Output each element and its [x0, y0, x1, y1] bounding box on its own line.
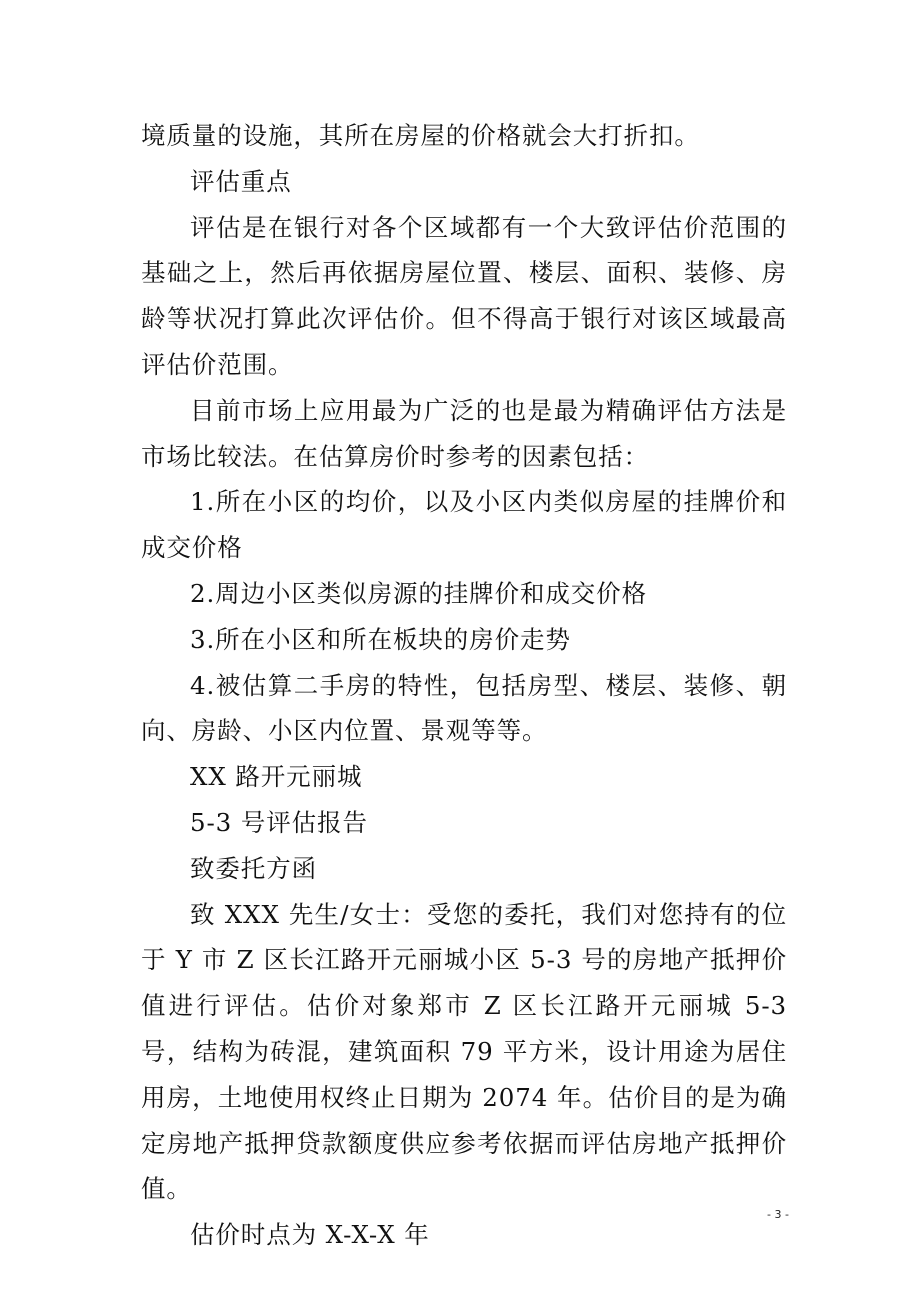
- paragraph: 境质量的设施，其所在房屋的价格就会大打折扣。: [141, 121, 700, 150]
- paragraph: 目前市场上应用最为广泛的也是最为精确评估方法是市场比较法。在估算房价时参考的因素包括：: [141, 395, 787, 471]
- section-heading: 评估重点: [190, 166, 292, 196]
- page-number: - 3 -: [767, 1208, 789, 1221]
- section-heading: 致委托方函: [190, 853, 317, 883]
- list-item: 1.所在小区的均价，以及小区内类似房屋的挂牌价和成交价格: [141, 487, 787, 563]
- document-body: [141, 113, 787, 1258]
- list-item: 2.周边小区类似房源的挂牌价和成交价格: [190, 578, 647, 608]
- list-item: 3.所在小区和所在板块的房价走势: [190, 624, 571, 654]
- report-title-line: 5-3 号评估报告: [190, 807, 368, 837]
- paragraph: 估价时点为 X-X-X 年: [190, 1220, 430, 1250]
- paragraph: 评估是在银行对各个区域都有一个大致评估价范围的基础之上，然后再依据房屋位置、楼层、面积、装修、房龄等状况打算此次评估价。但不得高于银行对该区域最高评估价范围。: [141, 212, 787, 379]
- list-item: 4.被估算二手房的特性，包括房型、楼层、装修、朝向、房龄、小区内位置、景观等等。: [141, 670, 787, 746]
- paragraph: 致 XXX 先生/女士：受您的委托，我们对您持有的位于 Y 市 Z 区长江路开元丽城小区 5-3 号的房地产抵押价值进行评估。估价对象郑市 Z 区长江路开元丽城 5-3 号，结构为砖混，建筑面积 79 平方米，设计用途为居住用房，土地使用权终止日期为 2074 年。估价目的是为确定房地产抵押贷款额度供应参考依据而评估房地产抵押价值。: [141, 899, 787, 1204]
- report-title-line: XX 路开元丽城: [190, 762, 363, 792]
